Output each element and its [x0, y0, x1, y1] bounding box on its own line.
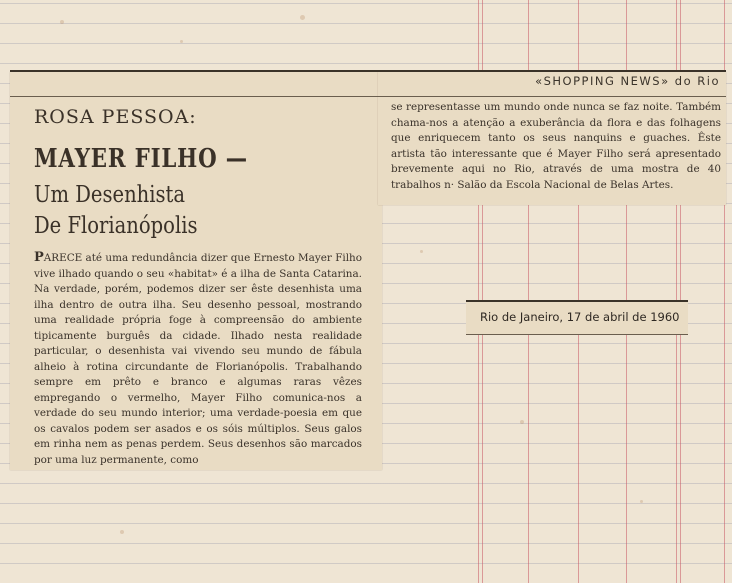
article-dropcap: P	[34, 250, 44, 265]
header-rule	[10, 70, 726, 72]
header-rule-lower	[10, 96, 726, 97]
article-column-1	[34, 250, 362, 468]
article-author: ROSA PESSOA:	[34, 106, 197, 128]
article-title-line1: MAYER FILHO —	[34, 144, 248, 174]
article-title-line2: Um Desenhista	[34, 182, 186, 208]
newspaper-source: «SHOPPING NEWS» do Rio	[535, 74, 720, 88]
article-column-1-text: ARECE até uma redundância dizer que Ernesto Mayer Filho vive ilhado quando o seu «habitat» é a ilha de Santa Catarina. Na verdade, porém, podemos dizer ser êste desenhista uma ilha dentro de outra ilha. Seu desenho pessoal, mostrando uma realidade própria foge à compreensão do ambiente tipicamente burguês da cidade. Ilhado nesta realidade particular, o desenhista vai vivendo seu mundo de fábula alheio à rotina circundante de Florianópolis. Trabalhando sempre em prêto e branco e algumas raras vêzes empregando o vermelho, Mayer Filho comunica-nos a verdade do seu mundo interior; uma verdade-poesia em que os cavalos podem ser asados e os sóis múltiplos. Seus galos em rinha nem as penas perdem. Seus desenhos são marcados por uma luz permanente, como	[34, 252, 362, 466]
article-title-line3: De Florianópolis	[34, 213, 198, 239]
date-label: Rio de Janeiro, 17 de abril de 1960	[480, 310, 680, 324]
article-column-2: se representasse um mundo onde nunca se faz noite. Também chama-nos a atenção a exuberância da flora e das folhagens que enriquecem tanto os seus nanquins e guaches. Êste artista tão interessante que é Mayer Filho será apresentado brevemente aqui no Rio, através de uma mostra de 40 trabalhos n· Salão da Escola Nacional de Belas Artes.	[391, 101, 721, 191]
